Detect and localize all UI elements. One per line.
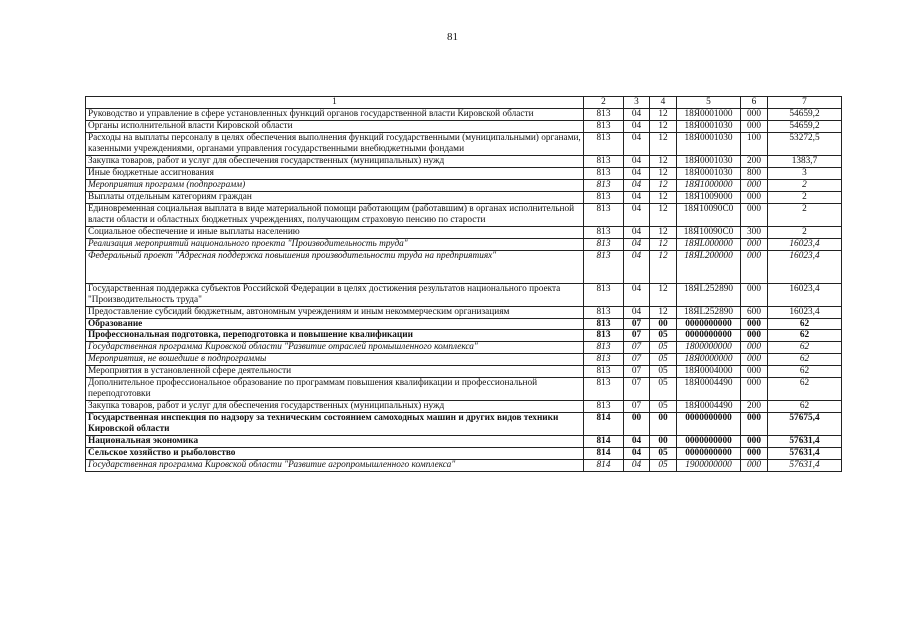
grbs-code-cell: 813 (584, 155, 624, 167)
table-row (86, 460, 842, 472)
amount-cell: 57631,4 (768, 436, 842, 448)
expense-type-cell: 000 (741, 191, 768, 203)
item-name-cell: Государственная инспекция по надзору за техническим состоянием самоходных машин и других видов техники Кировской области (86, 413, 584, 436)
table-row (86, 366, 842, 378)
amount-cell: 16023,4 (768, 238, 842, 250)
amount-cell: 62 (768, 342, 842, 354)
subsection-code-cell: 12 (650, 191, 677, 203)
amount-cell: 57675,4 (768, 413, 842, 436)
subsection-code-cell: 12 (650, 155, 677, 167)
grbs-code-cell: 813 (584, 179, 624, 191)
amount-cell: 62 (768, 378, 842, 401)
header-cell: 2 (584, 97, 624, 109)
expense-type-cell: 800 (741, 167, 768, 179)
grbs-code-cell: 813 (584, 167, 624, 179)
subsection-code-cell: 12 (650, 238, 677, 250)
section-code-cell: 07 (624, 378, 650, 401)
section-code-cell: 04 (624, 283, 650, 306)
target-article-cell: 18Я0004490 (677, 378, 741, 401)
item-name-cell: Профессиональная подготовка, переподготовка и повышение квалификации (86, 330, 584, 342)
grbs-code-cell: 813 (584, 191, 624, 203)
target-article-cell: 18ЯL252890 (677, 306, 741, 318)
subsection-code-cell: 00 (650, 436, 677, 448)
header-cell: 3 (624, 97, 650, 109)
table-row (86, 238, 842, 250)
subsection-code-cell: 12 (650, 167, 677, 179)
amount-cell: 62 (768, 366, 842, 378)
expense-type-cell: 000 (741, 378, 768, 401)
grbs-code-cell: 814 (584, 436, 624, 448)
table-row (86, 378, 842, 401)
section-code-cell: 04 (624, 191, 650, 203)
target-article-cell: 18Я0001030 (677, 132, 741, 155)
subsection-code-cell: 12 (650, 283, 677, 306)
target-article-cell: 0000000000 (677, 413, 741, 436)
table-row (86, 318, 842, 330)
section-code-cell: 04 (624, 306, 650, 318)
expense-type-cell: 000 (741, 366, 768, 378)
grbs-code-cell: 813 (584, 401, 624, 413)
grbs-code-cell: 813 (584, 250, 624, 283)
table-body (86, 97, 842, 472)
table-row (86, 330, 842, 342)
target-article-cell: 18Я1009000 (677, 191, 741, 203)
subsection-code-cell: 05 (650, 342, 677, 354)
header-cell: 5 (677, 97, 741, 109)
subsection-code-cell: 05 (650, 448, 677, 460)
item-name-cell: Выплаты отдельным категориям граждан (86, 191, 584, 203)
target-article-cell: 0000000000 (677, 330, 741, 342)
grbs-code-cell: 813 (584, 342, 624, 354)
subsection-code-cell: 12 (650, 179, 677, 191)
amount-cell: 54659,2 (768, 108, 842, 120)
table-row (86, 250, 842, 283)
grbs-code-cell: 814 (584, 413, 624, 436)
grbs-code-cell: 813 (584, 330, 624, 342)
table-row (86, 179, 842, 191)
section-code-cell: 04 (624, 120, 650, 132)
target-article-cell: 0000000000 (677, 318, 741, 330)
budget-table (85, 96, 842, 472)
expense-type-cell: 100 (741, 132, 768, 155)
expense-type-cell: 000 (741, 448, 768, 460)
subsection-code-cell: 12 (650, 226, 677, 238)
subsection-code-cell: 12 (650, 120, 677, 132)
subsection-code-cell: 12 (650, 250, 677, 283)
subsection-code-cell: 12 (650, 203, 677, 226)
table-row (86, 436, 842, 448)
expense-type-cell: 000 (741, 238, 768, 250)
item-name-cell: Иные бюджетные ассигнования (86, 167, 584, 179)
table-row (86, 342, 842, 354)
grbs-code-cell: 813 (584, 120, 624, 132)
subsection-code-cell: 05 (650, 378, 677, 401)
expense-type-cell: 000 (741, 318, 768, 330)
target-article-cell: 18ЯL200000 (677, 250, 741, 283)
amount-cell: 62 (768, 354, 842, 366)
table-row (86, 448, 842, 460)
target-article-cell: 18Я0001000 (677, 108, 741, 120)
amount-cell: 62 (768, 318, 842, 330)
table-row (86, 401, 842, 413)
expense-type-cell: 000 (741, 342, 768, 354)
expense-type-cell: 000 (741, 108, 768, 120)
section-code-cell: 07 (624, 354, 650, 366)
expense-type-cell: 000 (741, 179, 768, 191)
item-name-cell: Предоставление субсидий бюджетным, автономным учреждениям и иным некоммерческим организациям (86, 306, 584, 318)
header-cell: 7 (768, 97, 842, 109)
subsection-code-cell: 12 (650, 132, 677, 155)
target-article-cell: 18Я10090С0 (677, 226, 741, 238)
item-name-cell: Органы исполнительной власти Кировской области (86, 120, 584, 132)
section-code-cell: 04 (624, 108, 650, 120)
amount-cell: 57631,4 (768, 460, 842, 472)
target-article-cell: 0000000000 (677, 436, 741, 448)
grbs-code-cell: 813 (584, 366, 624, 378)
amount-cell: 1383,7 (768, 155, 842, 167)
grbs-code-cell: 813 (584, 203, 624, 226)
expense-type-cell: 000 (741, 436, 768, 448)
item-name-cell: Национальная экономика (86, 436, 584, 448)
subsection-code-cell: 12 (650, 108, 677, 120)
amount-cell: 53272,5 (768, 132, 842, 155)
section-code-cell: 04 (624, 250, 650, 283)
page-number: 81 (447, 31, 458, 43)
subsection-code-cell: 05 (650, 460, 677, 472)
item-name-cell: Государственная программа Кировской области "Развитие агропромышленного комплекса" (86, 460, 584, 472)
item-name-cell: Руководство и управление в сфере установленных функций органов государственной власти Кировской области (86, 108, 584, 120)
grbs-code-cell: 813 (584, 238, 624, 250)
table-row (86, 167, 842, 179)
section-code-cell: 04 (624, 226, 650, 238)
amount-cell: 57631,4 (768, 448, 842, 460)
section-code-cell: 04 (624, 448, 650, 460)
item-name-cell: Закупка товаров, работ и услуг для обеспечения государственных (муниципальных) нужд (86, 155, 584, 167)
table-row (86, 283, 842, 306)
expense-type-cell: 000 (741, 203, 768, 226)
target-article-cell: 18Я0004000 (677, 366, 741, 378)
expense-type-cell: 200 (741, 155, 768, 167)
section-code-cell: 04 (624, 167, 650, 179)
item-name-cell: Социальное обеспечение и иные выплаты населению (86, 226, 584, 238)
subsection-code-cell: 00 (650, 318, 677, 330)
section-code-cell: 04 (624, 238, 650, 250)
expense-type-cell: 200 (741, 401, 768, 413)
item-name-cell: Дополнительное профессиональное образование по программам повышения квалификации и профессиональной переподготовки (86, 378, 584, 401)
target-article-cell: 18Я0001030 (677, 155, 741, 167)
item-name-cell: Реализация мероприятий национального проекта "Производительность труда" (86, 238, 584, 250)
expense-type-cell: 000 (741, 354, 768, 366)
table-row (86, 413, 842, 436)
section-code-cell: 07 (624, 366, 650, 378)
header-cell: 1 (86, 97, 584, 109)
expense-type-cell: 000 (741, 330, 768, 342)
item-name-cell: Единовременная социальная выплата в виде материальной помощи работающим (работавшим) в органах исполнительной власти области и областных бюджетных учреждениях, получающим страховую пенсию по старости (86, 203, 584, 226)
target-article-cell: 18Я0000000 (677, 354, 741, 366)
table-row (86, 354, 842, 366)
expense-type-cell: 000 (741, 413, 768, 436)
expense-type-cell: 000 (741, 460, 768, 472)
subsection-code-cell: 12 (650, 306, 677, 318)
target-article-cell: 18Я0001030 (677, 167, 741, 179)
grbs-code-cell: 814 (584, 460, 624, 472)
amount-cell: 16023,4 (768, 283, 842, 306)
amount-cell: 2 (768, 179, 842, 191)
section-code-cell: 04 (624, 132, 650, 155)
subsection-code-cell: 05 (650, 354, 677, 366)
item-name-cell: Государственная поддержка субъектов Российской Федерации в целях достижения результатов национального проекта "Производительность труда" (86, 283, 584, 306)
section-code-cell: 04 (624, 155, 650, 167)
amount-cell: 62 (768, 330, 842, 342)
grbs-code-cell: 813 (584, 132, 624, 155)
amount-cell: 16023,4 (768, 250, 842, 283)
amount-cell: 16023,4 (768, 306, 842, 318)
item-name-cell: Закупка товаров, работ и услуг для обеспечения государственных (муниципальных) нужд (86, 401, 584, 413)
table-row (86, 108, 842, 120)
target-article-cell: 1800000000 (677, 342, 741, 354)
header-row (86, 97, 842, 109)
grbs-code-cell: 814 (584, 448, 624, 460)
target-article-cell: 18Я0004490 (677, 401, 741, 413)
amount-cell: 54659,2 (768, 120, 842, 132)
section-code-cell: 07 (624, 330, 650, 342)
expense-type-cell: 000 (741, 250, 768, 283)
amount-cell: 3 (768, 167, 842, 179)
item-name-cell: Мероприятия в установленной сфере деятельности (86, 366, 584, 378)
grbs-code-cell: 813 (584, 283, 624, 306)
subsection-code-cell: 05 (650, 366, 677, 378)
grbs-code-cell: 813 (584, 226, 624, 238)
table-row (86, 191, 842, 203)
item-name-cell: Образование (86, 318, 584, 330)
header-cell: 4 (650, 97, 677, 109)
amount-cell: 2 (768, 226, 842, 238)
expense-type-cell: 000 (741, 120, 768, 132)
target-article-cell: 18ЯL000000 (677, 238, 741, 250)
target-article-cell: 18ЯL252890 (677, 283, 741, 306)
expense-type-cell: 000 (741, 283, 768, 306)
item-name-cell: Государственная программа Кировской области "Развитие отраслей промышленного комплекса" (86, 342, 584, 354)
target-article-cell: 18Я1000000 (677, 179, 741, 191)
grbs-code-cell: 813 (584, 318, 624, 330)
section-code-cell: 04 (624, 203, 650, 226)
item-name-cell: Мероприятия, не вошедшие в подпрограммы (86, 354, 584, 366)
section-code-cell: 07 (624, 401, 650, 413)
section-code-cell: 04 (624, 460, 650, 472)
table-row (86, 306, 842, 318)
table-row (86, 226, 842, 238)
item-name-cell: Мероприятия программ (подпрограмм) (86, 179, 584, 191)
expense-type-cell: 300 (741, 226, 768, 238)
section-code-cell: 04 (624, 436, 650, 448)
subsection-code-cell: 00 (650, 413, 677, 436)
item-name-cell: Расходы на выплаты персоналу в целях обеспечения выполнения функций государственными (муниципальными) органами, казенными учреждениями, органами управления государственными внебюджетными фондами (86, 132, 584, 155)
table-row (86, 132, 842, 155)
grbs-code-cell: 813 (584, 306, 624, 318)
table-row (86, 120, 842, 132)
target-article-cell: 0000000000 (677, 448, 741, 460)
expense-type-cell: 600 (741, 306, 768, 318)
section-code-cell: 04 (624, 179, 650, 191)
amount-cell: 2 (768, 191, 842, 203)
target-article-cell: 1900000000 (677, 460, 741, 472)
amount-cell: 2 (768, 203, 842, 226)
subsection-code-cell: 05 (650, 401, 677, 413)
subsection-code-cell: 05 (650, 330, 677, 342)
table-row (86, 155, 842, 167)
grbs-code-cell: 813 (584, 354, 624, 366)
table-row (86, 203, 842, 226)
target-article-cell: 18Я10090С0 (677, 203, 741, 226)
grbs-code-cell: 813 (584, 108, 624, 120)
section-code-cell: 07 (624, 342, 650, 354)
target-article-cell: 18Я0001030 (677, 120, 741, 132)
header-cell: 6 (741, 97, 768, 109)
section-code-cell: 07 (624, 318, 650, 330)
amount-cell: 62 (768, 401, 842, 413)
section-code-cell: 00 (624, 413, 650, 436)
item-name-cell: Федеральный проект "Адресная поддержка повышения производительности труда на предприятиях" (86, 250, 584, 283)
item-name-cell: Сельское хозяйство и рыболовство (86, 448, 584, 460)
grbs-code-cell: 813 (584, 378, 624, 401)
